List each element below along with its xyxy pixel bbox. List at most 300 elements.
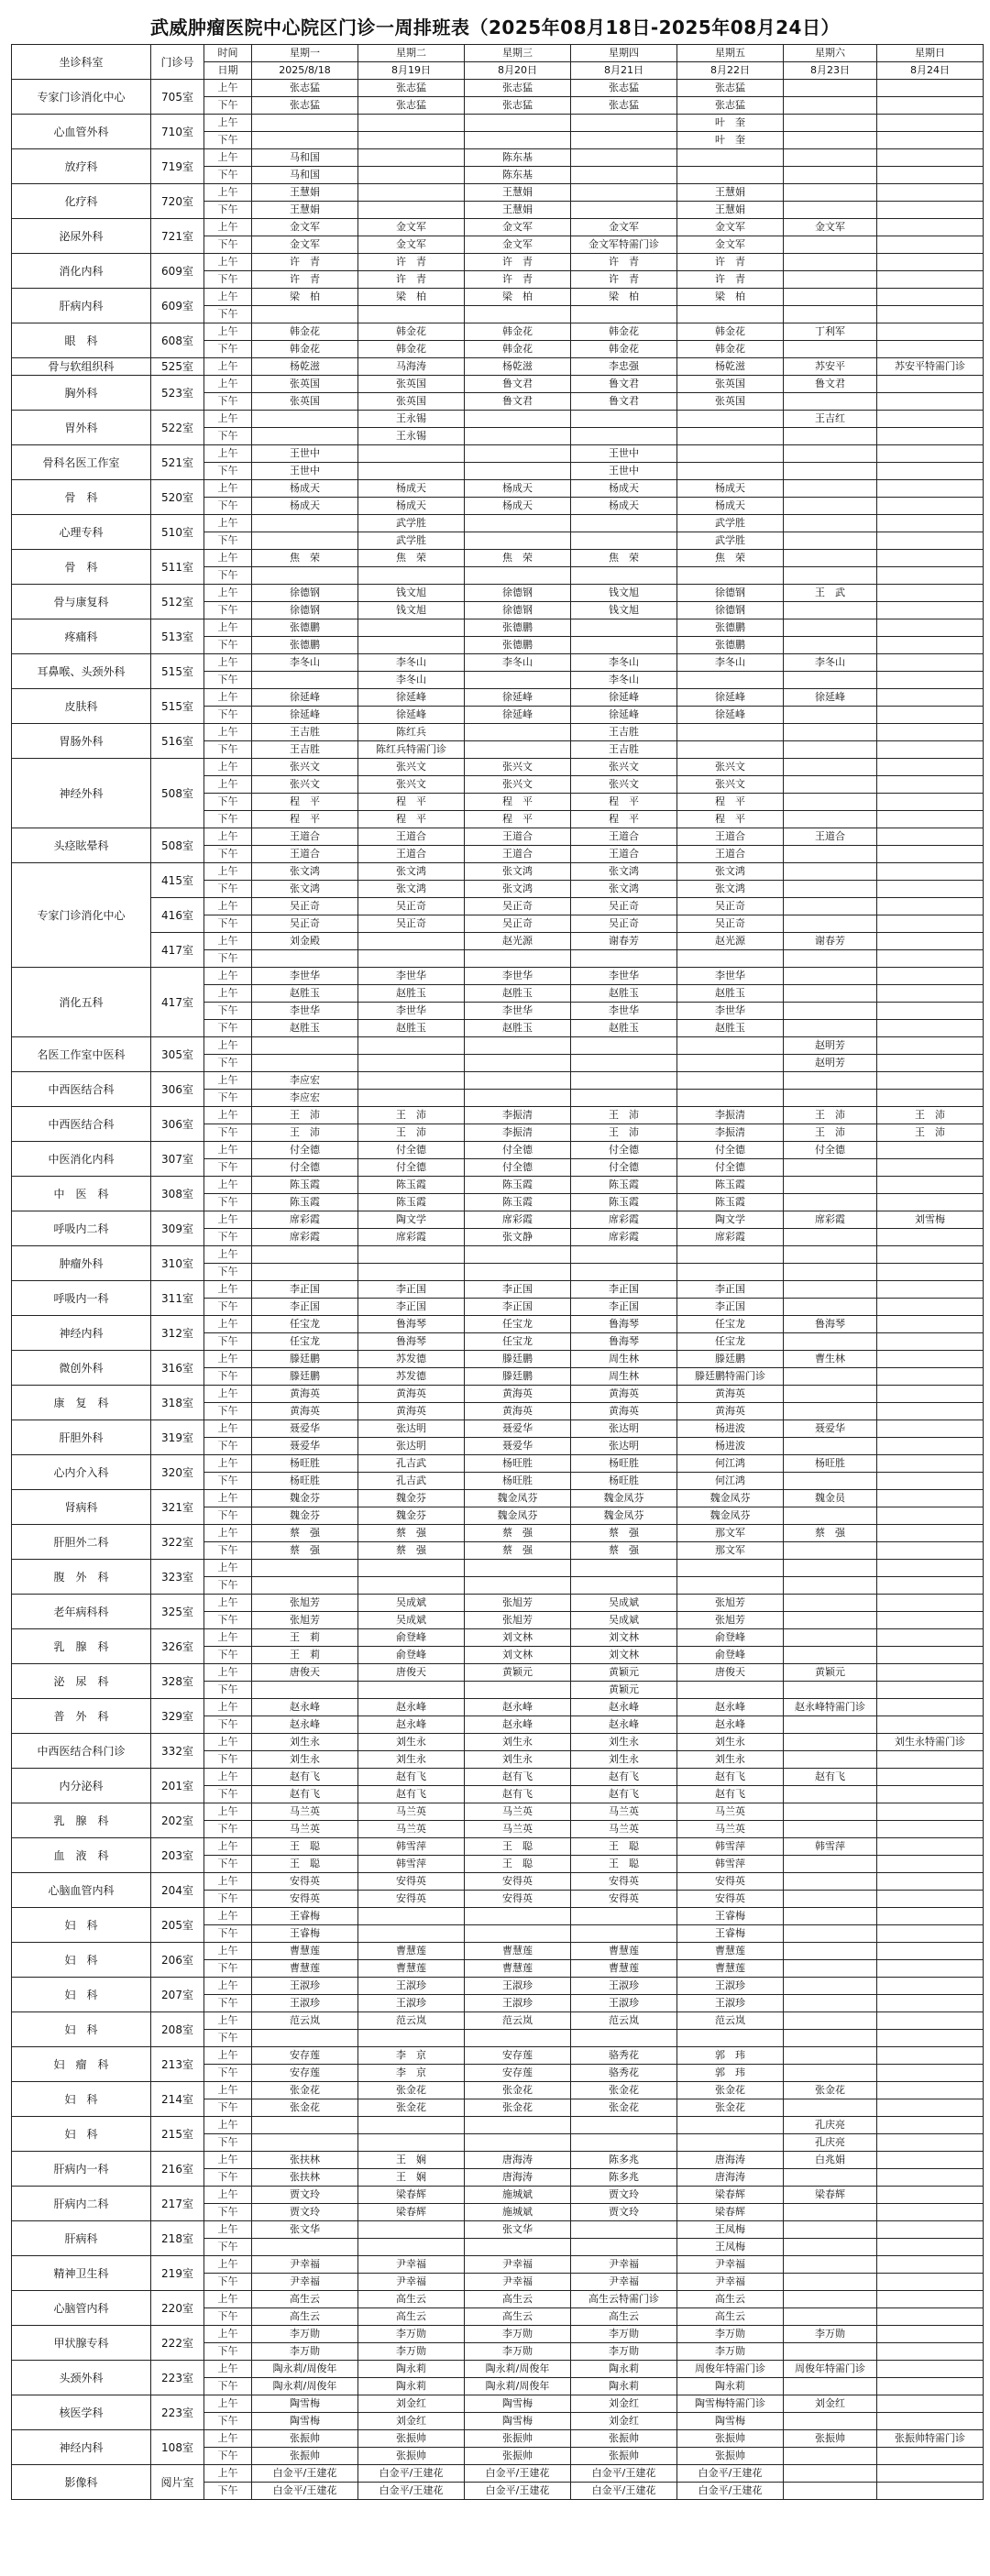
doctor-cell: 徐德钢 (677, 602, 784, 619)
doctor-cell: 白金平/王建花 (677, 2465, 784, 2483)
room-number: 306室 (151, 1072, 204, 1107)
time-slot: 上午 (204, 2326, 252, 2343)
doctor-cell: 陈玉霞 (465, 1177, 571, 1194)
doctor-cell: 张德鹏 (252, 637, 358, 654)
doctor-cell: 刘文林 (465, 1647, 571, 1664)
doctor-cell (465, 2117, 571, 2134)
doctor-cell (465, 1055, 571, 1072)
doctor-cell: 席彩霞 (465, 1211, 571, 1229)
doctor-cell (877, 1438, 984, 1455)
doctor-cell (571, 567, 677, 585)
department-name: 神经外科 (12, 759, 151, 828)
doctor-cell: 许 青 (358, 271, 465, 289)
doctor-cell: 李正国 (358, 1299, 465, 1316)
doctor-cell: 许 青 (571, 254, 677, 271)
doctor-cell: 陈玉霞 (252, 1194, 358, 1211)
department-name: 妇 科 (12, 1978, 151, 2012)
doctor-cell (571, 1925, 677, 1943)
doctor-cell (571, 1560, 677, 1577)
doctor-cell: 贾文玲 (252, 2187, 358, 2204)
doctor-cell: 张兴文 (465, 759, 571, 776)
time-slot: 上午 (204, 184, 252, 202)
doctor-cell: 王睿梅 (677, 1925, 784, 1943)
doctor-cell (358, 637, 465, 654)
doctor-cell (571, 149, 677, 167)
doctor-cell (677, 1577, 784, 1595)
doctor-cell: 赵有飞 (465, 1786, 571, 1803)
time-slot: 下午 (204, 1507, 252, 1525)
doctor-cell: 赵有飞 (358, 1769, 465, 1786)
doctor-cell: 付全德 (252, 1142, 358, 1159)
doctor-cell (358, 1925, 465, 1943)
doctor-cell: 徐延峰 (358, 707, 465, 724)
room-number: 204室 (151, 1873, 204, 1908)
doctor-cell: 张金花 (465, 2099, 571, 2117)
doctor-cell (358, 2030, 465, 2047)
doctor-cell: 魏金芬 (252, 1507, 358, 1525)
time-slot: 下午 (204, 2239, 252, 2256)
doctor-cell: 张旭芳 (677, 1612, 784, 1629)
doctor-cell (784, 445, 877, 463)
doctor-cell: 王道合 (677, 828, 784, 846)
time-slot: 上午 (204, 1211, 252, 1229)
time-slot: 下午 (204, 2030, 252, 2047)
doctor-cell: 王道合 (252, 846, 358, 863)
time-slot: 下午 (204, 846, 252, 863)
doctor-cell: 吴正奇 (571, 915, 677, 933)
doctor-cell: 赵胜玉 (358, 985, 465, 1003)
doctor-cell: 王 娴 (358, 2169, 465, 2187)
time-slot: 下午 (204, 532, 252, 550)
doctor-cell (877, 2117, 984, 2134)
time-slot: 上午 (204, 515, 252, 532)
doctor-cell: 李正国 (571, 1299, 677, 1316)
doctor-cell (877, 2465, 984, 2483)
room-number: 609室 (151, 254, 204, 289)
time-slot: 上午 (204, 2012, 252, 2030)
doctor-cell: 高生云 (677, 2308, 784, 2326)
doctor-cell: 骆秀花 (571, 2065, 677, 2082)
doctor-cell: 赵胜玉 (677, 985, 784, 1003)
table-row (12, 2047, 984, 2065)
doctor-cell: 李世华 (465, 968, 571, 985)
doctor-cell: 尹幸福 (677, 2274, 784, 2291)
doctor-cell (784, 1908, 877, 1925)
doctor-cell (784, 202, 877, 219)
table-row (12, 2187, 984, 2204)
time-slot: 下午 (204, 1821, 252, 1838)
doctor-cell: 安得英 (677, 1873, 784, 1891)
doctor-cell: 韩雪萍 (677, 1856, 784, 1873)
doctor-cell: 李万勋 (252, 2343, 358, 2361)
doctor-cell (877, 1943, 984, 1960)
doctor-cell (677, 2117, 784, 2134)
doctor-cell (877, 2239, 984, 2256)
doctor-cell: 张志猛 (465, 97, 571, 115)
doctor-cell (784, 1281, 877, 1299)
doctor-cell: 李万勋 (358, 2326, 465, 2343)
time-slot: 上午 (204, 1420, 252, 1438)
doctor-cell (252, 132, 358, 149)
doctor-cell (252, 2030, 358, 2047)
doctor-cell: 赵永峰特需门诊 (784, 1699, 877, 1716)
doctor-cell: 赵有飞 (677, 1786, 784, 1803)
doctor-cell: 王淑珍 (465, 1978, 571, 1995)
doctor-cell (877, 602, 984, 619)
time-slot: 上午 (204, 759, 252, 776)
doctor-cell (877, 2326, 984, 2343)
time-slot: 上午 (204, 1351, 252, 1368)
doctor-cell (784, 2239, 877, 2256)
doctor-cell: 唐俊天 (252, 1664, 358, 1682)
doctor-cell: 付全德 (252, 1159, 358, 1177)
time-slot: 下午 (204, 2378, 252, 2395)
doctor-cell: 杨成天 (252, 498, 358, 515)
room-number: 328室 (151, 1664, 204, 1699)
doctor-cell: 骆秀花 (571, 2047, 677, 2065)
doctor-cell (784, 1299, 877, 1316)
table-row (12, 1908, 984, 1925)
doctor-cell (784, 707, 877, 724)
time-slot: 下午 (204, 1124, 252, 1142)
doctor-cell (877, 2221, 984, 2239)
doctor-cell: 张旭芳 (252, 1595, 358, 1612)
time-slot: 下午 (204, 1229, 252, 1246)
doctor-cell (465, 1908, 571, 1925)
doctor-cell: 杨乾滋 (677, 358, 784, 376)
doctor-cell: 陈玉霞 (677, 1177, 784, 1194)
doctor-cell (252, 1055, 358, 1072)
doctor-cell: 张志猛 (465, 80, 571, 97)
department-name: 心血管外科 (12, 115, 151, 149)
table-row (12, 2221, 984, 2239)
time-slot: 下午 (204, 1682, 252, 1699)
time-slot: 下午 (204, 2448, 252, 2465)
table-row (12, 480, 984, 498)
doctor-cell: 曹慧莲 (571, 1943, 677, 1960)
doctor-cell: 蔡 强 (784, 1525, 877, 1542)
doctor-cell: 马兰英 (571, 1803, 677, 1821)
doctor-cell (571, 2239, 677, 2256)
doctor-cell (465, 1037, 571, 1055)
time-slot: 上午 (204, 724, 252, 741)
doctor-cell: 赵胜玉 (252, 1020, 358, 1037)
doctor-cell (784, 1246, 877, 1264)
doctor-cell: 陶永莉 (571, 2378, 677, 2395)
time-slot: 上午 (204, 2465, 252, 2483)
doctor-cell: 李振清 (465, 1124, 571, 1142)
doctor-cell: 付全德 (677, 1142, 784, 1159)
table-row (12, 2117, 984, 2134)
doctor-cell: 李冬山 (571, 654, 677, 672)
time-slot: 上午 (204, 1943, 252, 1960)
doctor-cell (877, 1507, 984, 1525)
doctor-cell (358, 115, 465, 132)
doctor-cell: 李冬山 (252, 654, 358, 672)
doctor-cell (252, 1037, 358, 1055)
doctor-cell (677, 2030, 784, 2047)
doctor-cell: 陶雪梅 (465, 2413, 571, 2430)
doctor-cell (877, 724, 984, 741)
doctor-cell (784, 619, 877, 637)
doctor-cell: 张文华 (465, 2221, 571, 2239)
doctor-cell: 徐延峰 (571, 689, 677, 707)
table-row (12, 1873, 984, 1891)
doctor-cell (877, 2308, 984, 2326)
time-slot: 下午 (204, 1403, 252, 1420)
room-number: 218室 (151, 2221, 204, 2256)
doctor-cell (571, 1264, 677, 1281)
doctor-cell (877, 1386, 984, 1403)
doctor-cell: 张金花 (252, 2099, 358, 2117)
doctor-cell (877, 619, 984, 637)
doctor-cell (877, 1873, 984, 1891)
doctor-cell (465, 2030, 571, 2047)
doctor-cell (877, 1072, 984, 1090)
doctor-cell: 许 青 (252, 271, 358, 289)
department-name: 骨 科 (12, 480, 151, 515)
doctor-cell: 赵胜玉 (677, 1020, 784, 1037)
doctor-cell: 王淑珍 (677, 1978, 784, 1995)
doctor-cell: 韩金花 (677, 341, 784, 358)
department-name: 肝病内一科 (12, 2152, 151, 2187)
doctor-cell: 唐俊天 (358, 1664, 465, 1682)
doctor-cell: 赵有飞 (252, 1769, 358, 1786)
doctor-cell: 张英国 (252, 376, 358, 393)
table-row (12, 898, 984, 915)
doctor-cell: 唐海涛 (677, 2152, 784, 2169)
table-row (12, 1316, 984, 1333)
doctor-cell: 梁春辉 (358, 2187, 465, 2204)
room-number: 511室 (151, 550, 204, 585)
table-row (12, 323, 984, 341)
doctor-cell: 刘金殿 (252, 933, 358, 950)
time-slot: 下午 (204, 97, 252, 115)
doctor-cell (677, 1264, 784, 1281)
department-name: 老年病科科 (12, 1595, 151, 1629)
doctor-cell: 刘生永特需门诊 (877, 1734, 984, 1751)
department-name: 骨 科 (12, 550, 151, 585)
doctor-cell (784, 985, 877, 1003)
department-name: 肝胆外二科 (12, 1525, 151, 1560)
doctor-cell: 张文鸿 (252, 863, 358, 881)
doctor-cell (784, 1786, 877, 1803)
doctor-cell: 张金花 (358, 2082, 465, 2099)
time-slot: 上午 (204, 828, 252, 846)
doctor-cell: 贾文玲 (252, 2204, 358, 2221)
doctor-cell: 陈东基 (465, 149, 571, 167)
time-slot: 上午 (204, 654, 252, 672)
room-number: 520室 (151, 480, 204, 515)
doctor-cell: 赵有飞 (784, 1769, 877, 1786)
header-date-4: 8月21日 (571, 62, 677, 80)
time-slot: 上午 (204, 776, 252, 794)
doctor-cell: 鲁海琴 (571, 1333, 677, 1351)
doctor-cell: 施城斌 (465, 2204, 571, 2221)
doctor-cell (784, 1386, 877, 1403)
room-number: 329室 (151, 1699, 204, 1734)
doctor-cell: 鲁文君 (465, 393, 571, 411)
doctor-cell: 周俊年特需门诊 (784, 2361, 877, 2378)
time-slot: 下午 (204, 2308, 252, 2326)
table-row (12, 1664, 984, 1682)
doctor-cell: 李世华 (358, 968, 465, 985)
doctor-cell (877, 236, 984, 254)
doctor-cell (877, 463, 984, 480)
doctor-cell (877, 115, 984, 132)
doctor-cell: 何江鸿 (677, 1455, 784, 1473)
doctor-cell: 王 聪 (252, 1838, 358, 1856)
doctor-cell: 吴正奇 (252, 915, 358, 933)
table-row (12, 1699, 984, 1716)
doctor-cell: 白金平/王建花 (358, 2465, 465, 2483)
doctor-cell: 陈玉霞 (677, 1194, 784, 1211)
doctor-cell (877, 532, 984, 550)
table-row (12, 550, 984, 567)
doctor-cell: 张文鸿 (571, 881, 677, 898)
doctor-cell: 安存莲 (252, 2047, 358, 2065)
doctor-cell: 陶文学 (677, 1211, 784, 1229)
room-number: 415室 (151, 863, 204, 898)
doctor-cell (784, 1264, 877, 1281)
doctor-cell: 李万勋 (465, 2326, 571, 2343)
doctor-cell: 尹幸福 (677, 2256, 784, 2274)
table-row (12, 2326, 984, 2343)
doctor-cell: 赵永峰 (252, 1716, 358, 1734)
doctor-cell: 吴正奇 (465, 915, 571, 933)
table-row (12, 654, 984, 672)
doctor-cell (877, 1368, 984, 1386)
doctor-cell: 范云岚 (571, 2012, 677, 2030)
doctor-cell: 杨进波 (677, 1438, 784, 1455)
doctor-cell: 程 平 (252, 794, 358, 811)
doctor-cell: 赵有飞 (465, 1769, 571, 1786)
doctor-cell: 魏金凤芬 (571, 1490, 677, 1507)
room-number: 219室 (151, 2256, 204, 2291)
doctor-cell: 焦 荣 (571, 550, 677, 567)
doctor-cell: 聂爱华 (252, 1438, 358, 1455)
department-name: 微创外科 (12, 1351, 151, 1386)
doctor-cell: 杨成天 (252, 480, 358, 498)
doctor-cell: 刘生永 (252, 1751, 358, 1769)
doctor-cell: 韩金花 (465, 323, 571, 341)
room-number: 508室 (151, 828, 204, 863)
doctor-cell (784, 306, 877, 323)
doctor-cell: 魏金凤芬 (465, 1490, 571, 1507)
doctor-cell: 尹幸福 (252, 2274, 358, 2291)
table-row (12, 1177, 984, 1194)
room-number: 510室 (151, 515, 204, 550)
doctor-cell: 滕廷鹏 (252, 1368, 358, 1386)
doctor-cell: 金文军特需门诊 (571, 236, 677, 254)
doctor-cell: 张兴文 (677, 776, 784, 794)
doctor-cell: 武学胜 (358, 515, 465, 532)
doctor-cell: 张兴文 (252, 776, 358, 794)
doctor-cell (677, 1682, 784, 1699)
time-slot: 上午 (204, 1560, 252, 1577)
doctor-cell: 徐德钢 (465, 602, 571, 619)
doctor-cell (877, 2187, 984, 2204)
doctor-cell (877, 2274, 984, 2291)
doctor-cell: 张金花 (465, 2082, 571, 2099)
doctor-cell (784, 236, 877, 254)
doctor-cell (877, 271, 984, 289)
doctor-cell (252, 2117, 358, 2134)
time-slot: 上午 (204, 2430, 252, 2448)
doctor-cell: 蔡 强 (571, 1542, 677, 1560)
department-name: 内分泌科 (12, 1769, 151, 1803)
doctor-cell: 张志猛 (677, 97, 784, 115)
doctor-cell: 席彩霞 (571, 1229, 677, 1246)
doctor-cell: 郭 玮 (677, 2065, 784, 2082)
time-slot: 下午 (204, 1542, 252, 1560)
doctor-cell: 王淑珍 (358, 1995, 465, 2012)
time-slot: 下午 (204, 1090, 252, 1107)
doctor-cell (252, 1560, 358, 1577)
doctor-cell: 苏发德 (358, 1351, 465, 1368)
doctor-cell: 张文鸿 (358, 881, 465, 898)
doctor-cell (677, 463, 784, 480)
doctor-cell (784, 115, 877, 132)
doctor-cell (877, 1229, 984, 1246)
doctor-cell: 李冬山 (465, 654, 571, 672)
department-name: 眼 科 (12, 323, 151, 358)
doctor-cell (358, 2239, 465, 2256)
table-row (12, 515, 984, 532)
doctor-cell: 王道合 (465, 828, 571, 846)
doctor-cell (784, 1734, 877, 1751)
time-slot: 下午 (204, 1299, 252, 1316)
doctor-cell: 何江鸿 (677, 1473, 784, 1490)
doctor-cell: 金文军 (677, 219, 784, 236)
doctor-cell (877, 2256, 984, 2274)
doctor-cell (465, 306, 571, 323)
page-title: 武威肿瘤医院中心院区门诊一周排班表（2025年08月18日-2025年08月24日） (150, 16, 840, 38)
doctor-cell (784, 515, 877, 532)
doctor-cell: 白金平/王建花 (465, 2483, 571, 2500)
table-row (12, 1525, 984, 1542)
doctor-cell (877, 2291, 984, 2308)
doctor-cell: 张扶林 (252, 2169, 358, 2187)
department-name: 精神卫生科 (12, 2256, 151, 2291)
doctor-cell: 杨成天 (677, 480, 784, 498)
doctor-cell: 徐延峰 (358, 689, 465, 707)
room-number: 416室 (151, 898, 204, 933)
doctor-cell (877, 915, 984, 933)
doctor-cell: 刘生永 (677, 1751, 784, 1769)
room-number: 521室 (151, 445, 204, 480)
doctor-cell (877, 1995, 984, 2012)
doctor-cell (252, 532, 358, 550)
doctor-cell: 曹慧莲 (677, 1960, 784, 1978)
doctor-cell: 王道合 (571, 828, 677, 846)
doctor-cell: 王 沛 (358, 1124, 465, 1142)
doctor-cell: 武学胜 (358, 532, 465, 550)
table-row (12, 585, 984, 602)
doctor-cell: 高生云 (358, 2291, 465, 2308)
doctor-cell: 李冬山 (358, 654, 465, 672)
table-row (12, 1943, 984, 1960)
doctor-cell (571, 1037, 677, 1055)
doctor-cell: 王 沛 (571, 1124, 677, 1142)
doctor-cell (784, 1716, 877, 1734)
time-slot: 下午 (204, 2343, 252, 2361)
department-name: 骨与软组织科 (12, 358, 151, 376)
doctor-cell: 王睿梅 (252, 1908, 358, 1925)
time-slot: 上午 (204, 619, 252, 637)
doctor-cell (877, 1856, 984, 1873)
doctor-cell: 王 沛 (877, 1107, 984, 1124)
